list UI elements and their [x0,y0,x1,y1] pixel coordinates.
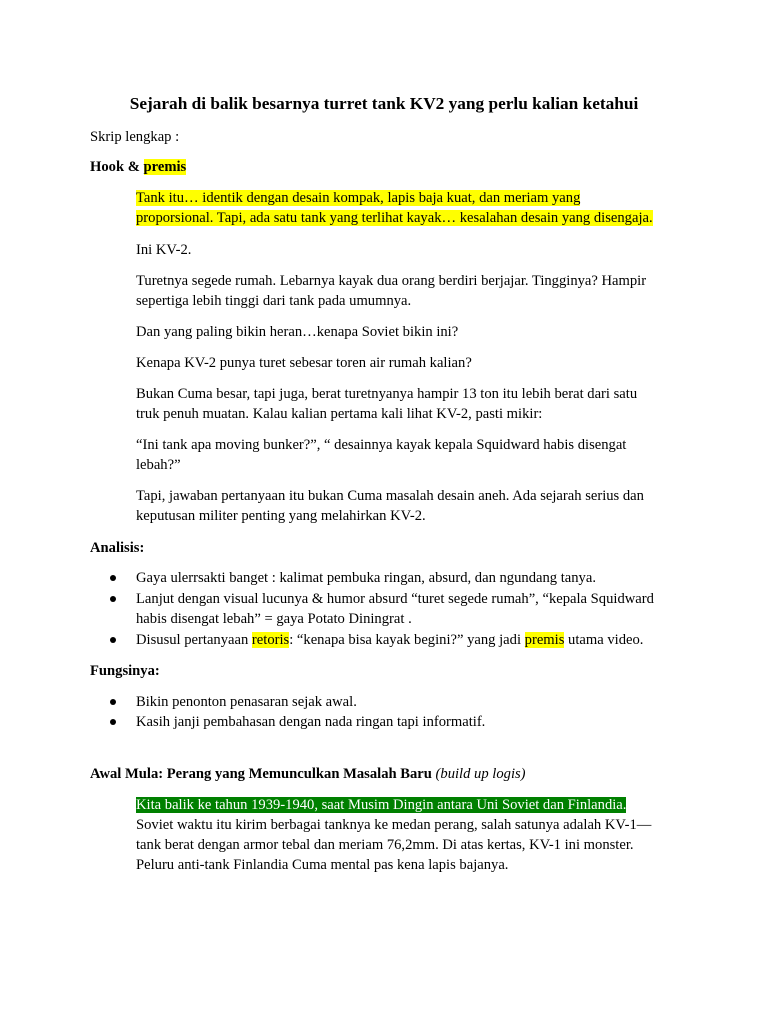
hook-paragraph: Bukan Cuma besar, tapi juga, berat turetnyanya hampir 13 ton itu lebih berat dari satu [136,386,638,402]
bullet-icon [110,575,116,581]
list-text: : “kenapa bisa kayak begini?” yang jadi [289,632,525,648]
document-title: Sejarah di balik besarnya turret tank KV2 yang perlu kalian ketahui [129,94,639,113]
list-text: Disusul pertanyaan [136,632,252,648]
bullet-icon [110,596,116,602]
fungsi-heading: Fungsinya: [90,663,160,679]
hook-paragraph: Kenapa KV-2 punya turet sebesar toren air rumah kalian? [136,355,472,371]
hook-paragraph: “Ini tank apa moving bunker?”, “ desainnya kayak kepala Squidward habis disengat [136,437,627,453]
awal-line: Peluru anti-tank Finlandia Cuma mental pas kena lapis bajanya. [136,857,509,873]
highlight-text: premis [524,632,565,648]
list-text: utama video. [564,632,644,648]
awal-heading-note: (build up logis) [435,766,526,782]
list-item: habis disengat lebah” = gaya Potato Diningrat . [136,611,412,627]
list-item: Lanjut dengan visual lucunya & humor absurd “turet segede rumah”, “kepala Squidward [136,591,654,607]
list-item: Gaya ulerrsakti banget : kalimat pembuka ringan, absurd, dan ngundang tanya. [136,570,596,586]
highlight-text: retoris [251,632,290,648]
hook-heading [90,157,186,178]
list-item [136,630,643,651]
hook-paragraph: keputusan militer penting yang melahirkan KV-2. [136,508,426,524]
hook-heading-premis: premis [143,159,187,175]
script-label: Skrip lengkap : [90,129,180,145]
highlight-text: Tank itu… identik dengan desain kompak, lapis baja kuat, dan meriam yang [136,190,581,206]
hook-paragraph: Tapi, jawaban pertanyaan itu bukan Cuma masalah desain aneh. Ada sejarah serius dan [136,488,644,504]
bullet-icon [110,719,116,725]
hook-intro-line1 [136,188,580,209]
bullet-icon [110,699,116,705]
awal-heading-text: Awal Mula: Perang yang Memunculkan Masalah Baru [90,766,432,782]
awal-line: tank berat dengan armor tebal dan meriam 76,2mm. Di atas kertas, KV-1 ini monster. [136,837,634,853]
highlight-text: proporsional. Tapi, ada satu tank yang terlihat kayak… kesalahan desain yang disengaja. [136,210,653,226]
awal-line [136,795,626,816]
hook-paragraph: Turetnya segede rumah. Lebarnya kayak dua orang berdiri berjajar. Tingginya? Hampir [136,273,647,289]
list-item: Kasih janji pembahasan dengan nada ringan tapi informatif. [136,714,486,730]
hook-intro-line2 [136,208,653,229]
awal-heading [90,764,526,785]
analisis-heading: Analisis: [90,540,145,556]
hook-paragraph: truk penuh muatan. Kalau kalian pertama kali lihat KV-2, pasti mikir: [136,406,543,422]
hook-paragraph: sepertiga lebih tinggi dari tank pada umumnya. [136,293,412,309]
hook-heading-text: Hook & [90,159,144,175]
list-item: Bikin penonton penasaran sejak awal. [136,694,357,710]
hook-paragraph: Ini KV-2. [136,242,192,258]
highlight-text: Kita balik ke tahun 1939-1940, saat Musim Dingin antara Uni Soviet dan Finlandia. [136,797,627,813]
hook-paragraph: Dan yang paling bikin heran…kenapa Soviet bikin ini? [136,324,459,340]
hook-paragraph: lebah?” [136,457,181,473]
bullet-icon [110,637,116,643]
awal-line: Soviet waktu itu kirim berbagai tanknya ke medan perang, salah satunya adalah KV-1— [136,817,652,833]
